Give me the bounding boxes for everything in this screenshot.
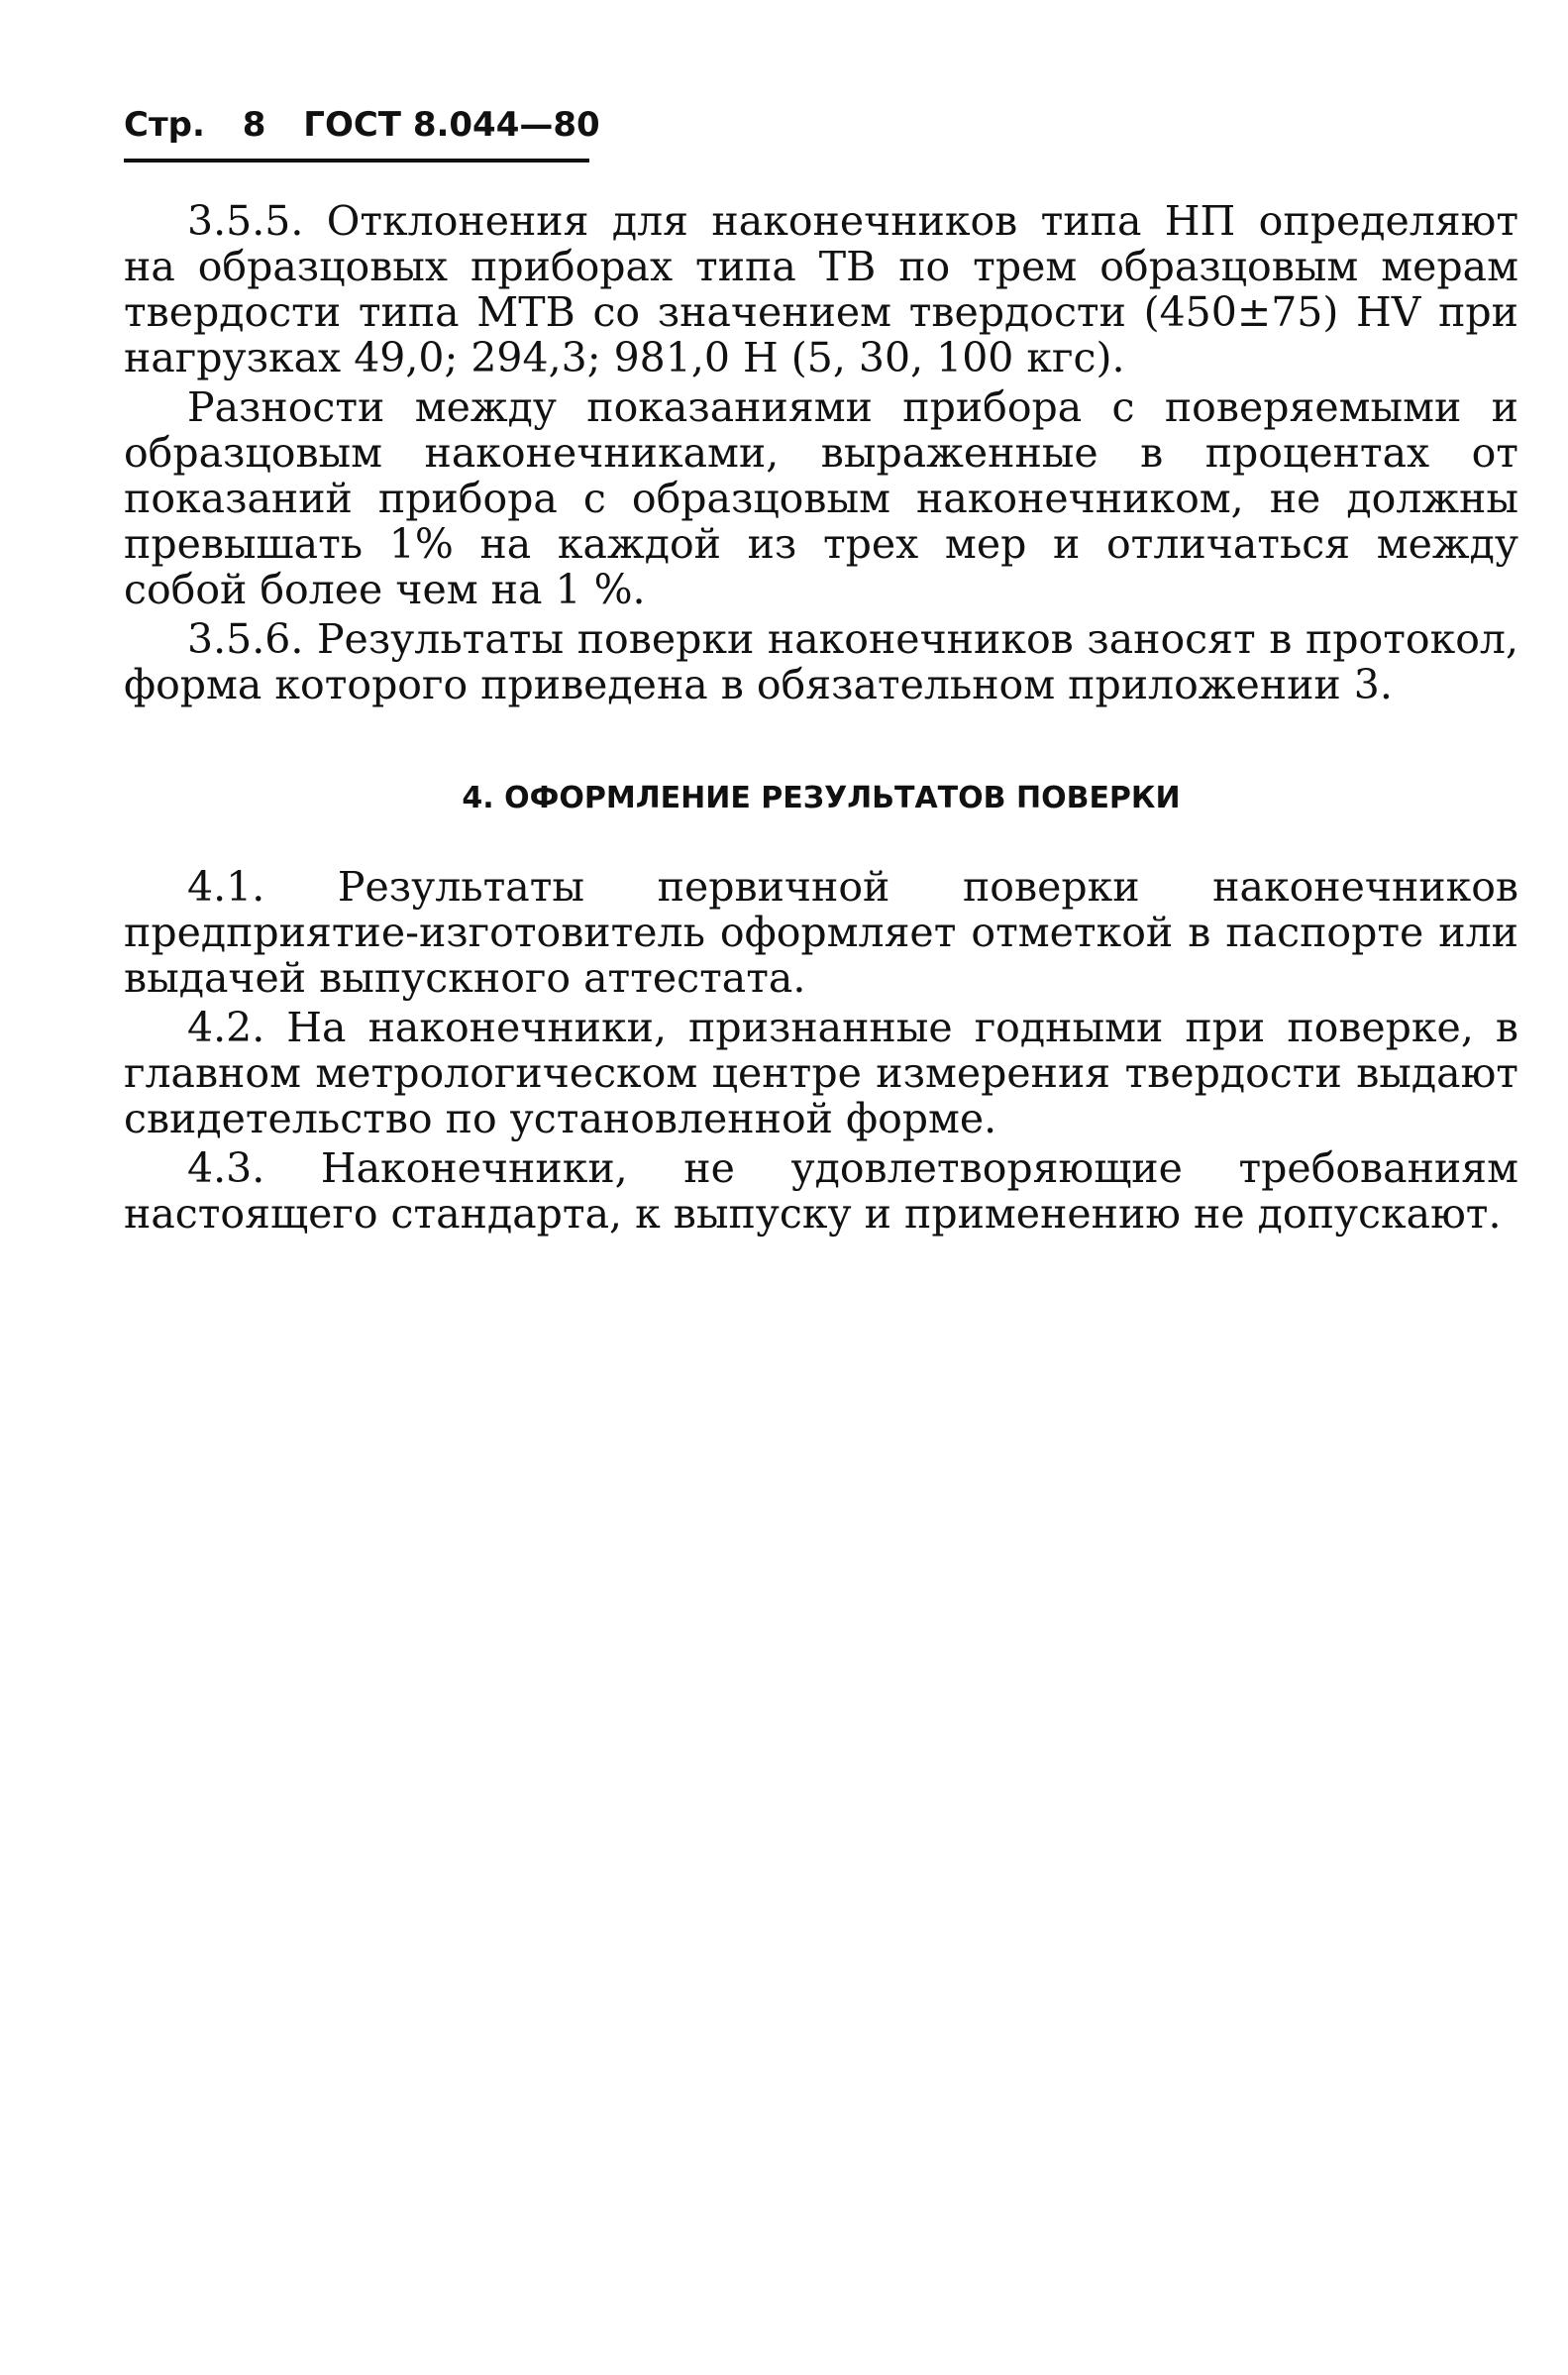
- section-4-heading: 4. ОФОРМЛЕНИЕ РЕЗУЛЬТАТОВ ПОВЕРКИ: [462, 781, 1181, 815]
- paragraph-4-2: 4.2. На наконечники, признанные годными при поверке, в главном метрологическом центре измерения твердости выдают свидетельство по установленной форме.: [124, 1004, 1518, 1142]
- document-body: [124, 198, 1518, 1241]
- page-number: 8: [242, 105, 266, 145]
- paragraph-4-1: 4.1. Результаты первичной поверки наконечников предприятие-изготовитель оформляет отметкой в паспорте или выдачей выпускного аттестата.: [124, 863, 1518, 1002]
- paragraph-4-3: 4.3. Наконечники, не удовлетворяющие требованиям настоящего стандарта, к выпуску и применению не допускают.: [124, 1144, 1518, 1238]
- standard-code: ГОСТ 8.044—80: [303, 105, 600, 145]
- page-header: [124, 103, 600, 162]
- paragraph-3-5-5: 3.5.5. Отклонения для наконечников типа НП определяют на образцовых приборах типа ТВ по трем образцовым мерам твердости типа МТВ со значением твердости (450±75) HV при нагрузках 49,0; 294,3; 981,0 Н (5, 30, 100 кгс).: [124, 197, 1518, 381]
- page-label: Стр.: [124, 105, 205, 145]
- paragraph-3-5-5-differences: Разности между показаниями прибора с поверяемыми и образцовым наконечниками, выраженные в процентах от показаний прибора с образцовым наконечником, не должны превышать 1% на каждой из трех мер и отличаться между собой более чем на 1 %.: [124, 383, 1518, 613]
- paragraph-3-5-6: 3.5.6. Результаты поверки наконечников заносят в протокол, форма которого приведена в обязательном приложении 3.: [124, 615, 1518, 708]
